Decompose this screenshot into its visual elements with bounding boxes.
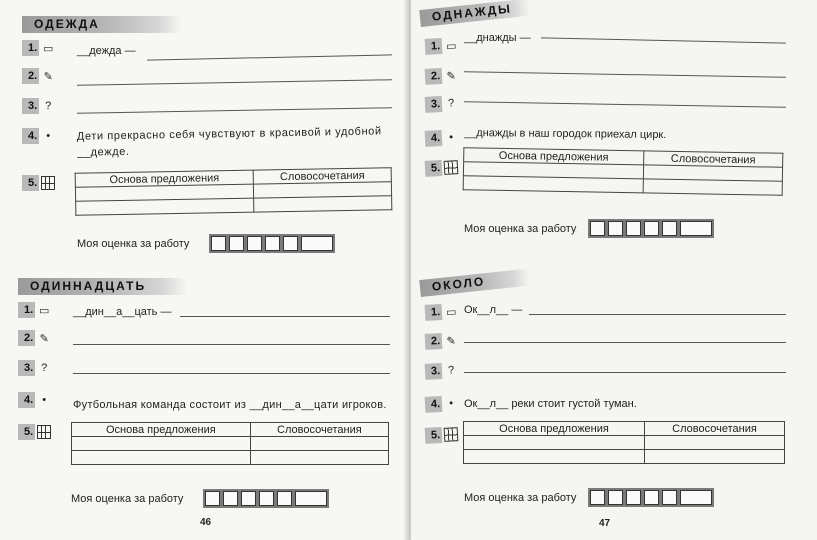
task-3-label — [425, 95, 459, 113]
table-header: Основа предложения — [464, 422, 645, 436]
section-title-odinnadtsat: ОДИННАДЦАТЬ — [18, 278, 188, 295]
answer-line[interactable] — [73, 344, 390, 345]
table-cell[interactable] — [644, 436, 784, 450]
task-number: 3. — [425, 96, 443, 113]
book-icon: ▭ — [445, 39, 457, 53]
score-boxes — [209, 234, 335, 253]
odinnadtsat-task4-text: Футбольная команда состоит из __дин__а__цати игроков. — [73, 399, 387, 411]
book-icon: ▭ — [42, 42, 54, 55]
task-1-label — [18, 302, 51, 318]
page-number: 46 — [200, 517, 212, 528]
task-number: 4. — [18, 392, 35, 408]
self-assessment — [77, 234, 335, 253]
answer-line[interactable] — [464, 342, 786, 343]
score-box[interactable] — [608, 490, 623, 505]
table-header: Словосочетания — [643, 151, 782, 167]
self-assessment — [464, 488, 714, 507]
task-number: 2. — [18, 330, 35, 346]
score-box[interactable] — [283, 236, 298, 251]
task-number: 1. — [18, 302, 35, 318]
question-icon: ? — [41, 362, 48, 374]
pencil-icon: ✎ — [446, 69, 457, 83]
table-header: Словосочетания — [250, 423, 388, 437]
score-box[interactable] — [608, 221, 623, 236]
question-icon: ? — [447, 364, 455, 377]
table-cell[interactable] — [76, 198, 254, 215]
score-box[interactable] — [662, 221, 677, 236]
grid-icon — [37, 425, 51, 439]
task-3-label — [425, 362, 459, 380]
score-box[interactable] — [223, 491, 238, 506]
task-number: 5. — [425, 160, 443, 177]
task-1-label — [22, 40, 55, 56]
table-cell[interactable] — [644, 450, 784, 464]
section-title-odnazhdy: ОДНАЖДЫ — [419, 0, 530, 27]
table-cell[interactable] — [643, 179, 782, 195]
task-number: 2. — [425, 68, 443, 85]
answer-line[interactable] — [147, 54, 392, 60]
score-box[interactable] — [229, 236, 244, 251]
score-label: Моя оценка за работу — [77, 237, 190, 250]
task-1-label — [425, 303, 459, 321]
odnazhdy-task4-text: __днажды в наш городок приехал цирк. — [463, 126, 667, 142]
answer-line[interactable] — [464, 71, 786, 78]
task-2-label — [425, 332, 459, 350]
task-4-label — [18, 392, 51, 408]
self-assessment — [464, 219, 714, 238]
table-header: Основа предложения — [72, 423, 251, 437]
score-box[interactable] — [259, 491, 274, 506]
table-header: Основа предложения — [464, 148, 644, 165]
answer-line[interactable] — [73, 373, 390, 374]
table-cell[interactable] — [464, 436, 645, 450]
score-boxes — [588, 219, 714, 238]
task-2-label — [425, 67, 459, 85]
task-number: 2. — [22, 68, 39, 84]
task-5-label — [18, 424, 51, 440]
analysis-table — [71, 422, 389, 465]
task-number: 2. — [425, 333, 443, 350]
okolo-task1-text: Ок__л__ — — [464, 304, 523, 316]
task-1-label — [425, 37, 459, 55]
self-assessment — [71, 489, 329, 508]
task-2-label — [22, 68, 55, 84]
dot-icon: • — [42, 394, 47, 406]
section-title-odezhda: ОДЕЖДА — [22, 16, 182, 33]
odezhda-task1-text: __дежда — — [77, 45, 136, 57]
task-5-label — [22, 175, 55, 191]
task-number: 5. — [22, 175, 39, 191]
answer-line[interactable] — [529, 314, 786, 315]
score-box[interactable] — [211, 236, 226, 251]
page-number: 47 — [599, 518, 611, 529]
analysis-table — [75, 167, 393, 216]
task-5-label — [425, 426, 459, 444]
task-4-label — [425, 129, 459, 147]
right-page — [411, 0, 817, 540]
odinnadtsat-task1-text: __дин__а__цать — — [73, 306, 172, 318]
score-box[interactable] — [590, 221, 605, 236]
score-label: Моя оценка за работу — [464, 491, 577, 504]
score-boxes — [588, 488, 714, 507]
answer-line[interactable] — [464, 101, 786, 108]
score-box-total[interactable] — [680, 490, 712, 505]
score-box[interactable] — [277, 491, 292, 506]
task-number: 1. — [425, 38, 443, 55]
task-3-label — [22, 98, 55, 114]
task-3-label — [18, 360, 51, 376]
question-icon: ? — [45, 100, 52, 112]
pencil-icon: ✎ — [39, 332, 49, 345]
dot-icon: • — [448, 131, 454, 144]
score-box[interactable] — [626, 221, 641, 236]
odezhda-task4-text: Дети прекрасно себя чувствуют в красивой и удобной __дежде. — [76, 125, 382, 159]
task-5-label — [425, 159, 459, 177]
question-icon: ? — [447, 97, 455, 110]
task-number: 4. — [22, 128, 39, 144]
table-cell[interactable] — [72, 437, 251, 451]
score-label: Моя оценка за работу — [464, 222, 577, 235]
table-cell[interactable] — [72, 451, 251, 465]
task-number: 3. — [22, 98, 39, 114]
score-box[interactable] — [662, 490, 677, 505]
score-box[interactable] — [247, 236, 262, 251]
task-4-label — [22, 128, 55, 144]
book-icon: ▭ — [38, 304, 50, 317]
score-box[interactable] — [590, 490, 605, 505]
task-number: 3. — [18, 360, 35, 376]
score-box[interactable] — [644, 490, 659, 505]
section-title-okolo: ОКОЛО — [419, 269, 530, 297]
task-number: 5. — [425, 427, 443, 444]
table-header: Основа предложения — [75, 170, 253, 187]
score-box-total[interactable] — [680, 221, 712, 236]
table-cell[interactable] — [250, 451, 388, 465]
task-2-label — [18, 330, 51, 346]
table-cell[interactable] — [464, 450, 645, 464]
analysis-table — [463, 421, 785, 464]
task-number: 4. — [425, 130, 443, 147]
table-header: Словосочетания — [253, 168, 391, 184]
pencil-icon: ✎ — [446, 334, 457, 348]
score-box-total[interactable] — [295, 491, 327, 506]
grid-icon — [444, 160, 459, 175]
score-label: Моя оценка за работу — [71, 492, 184, 505]
score-box[interactable] — [241, 491, 256, 506]
dot-icon: • — [448, 397, 454, 410]
table-cell[interactable] — [254, 196, 392, 212]
okolo-task4-text: Ок__л__ реки стоит густой туман. — [464, 398, 637, 410]
left-page — [0, 0, 408, 540]
analysis-table — [463, 147, 784, 196]
task-number: 5. — [18, 424, 35, 440]
grid-icon — [41, 176, 55, 190]
score-boxes — [203, 489, 329, 508]
task-number: 1. — [22, 40, 39, 56]
dot-icon: • — [46, 130, 51, 142]
task-4-label — [425, 395, 459, 413]
answer-line[interactable] — [77, 107, 392, 113]
answer-line[interactable] — [541, 37, 786, 43]
score-box-total[interactable] — [301, 236, 333, 251]
odnazhdy-task1-text: __днажды — — [464, 32, 531, 44]
book-icon: ▭ — [445, 305, 457, 319]
table-cell[interactable] — [463, 176, 643, 193]
score-box[interactable] — [205, 491, 220, 506]
answer-line[interactable] — [77, 79, 392, 85]
score-box[interactable] — [265, 236, 280, 251]
task-number: 3. — [425, 363, 443, 380]
task-number: 4. — [425, 396, 443, 413]
pencil-icon: ✎ — [43, 70, 53, 83]
task-number: 1. — [425, 304, 443, 321]
score-box[interactable] — [626, 490, 641, 505]
answer-line[interactable] — [180, 316, 390, 317]
table-header: Словосочетания — [644, 422, 784, 436]
table-cell[interactable] — [250, 437, 388, 451]
score-box[interactable] — [644, 221, 659, 236]
grid-icon — [444, 427, 459, 442]
answer-line[interactable] — [464, 372, 786, 373]
